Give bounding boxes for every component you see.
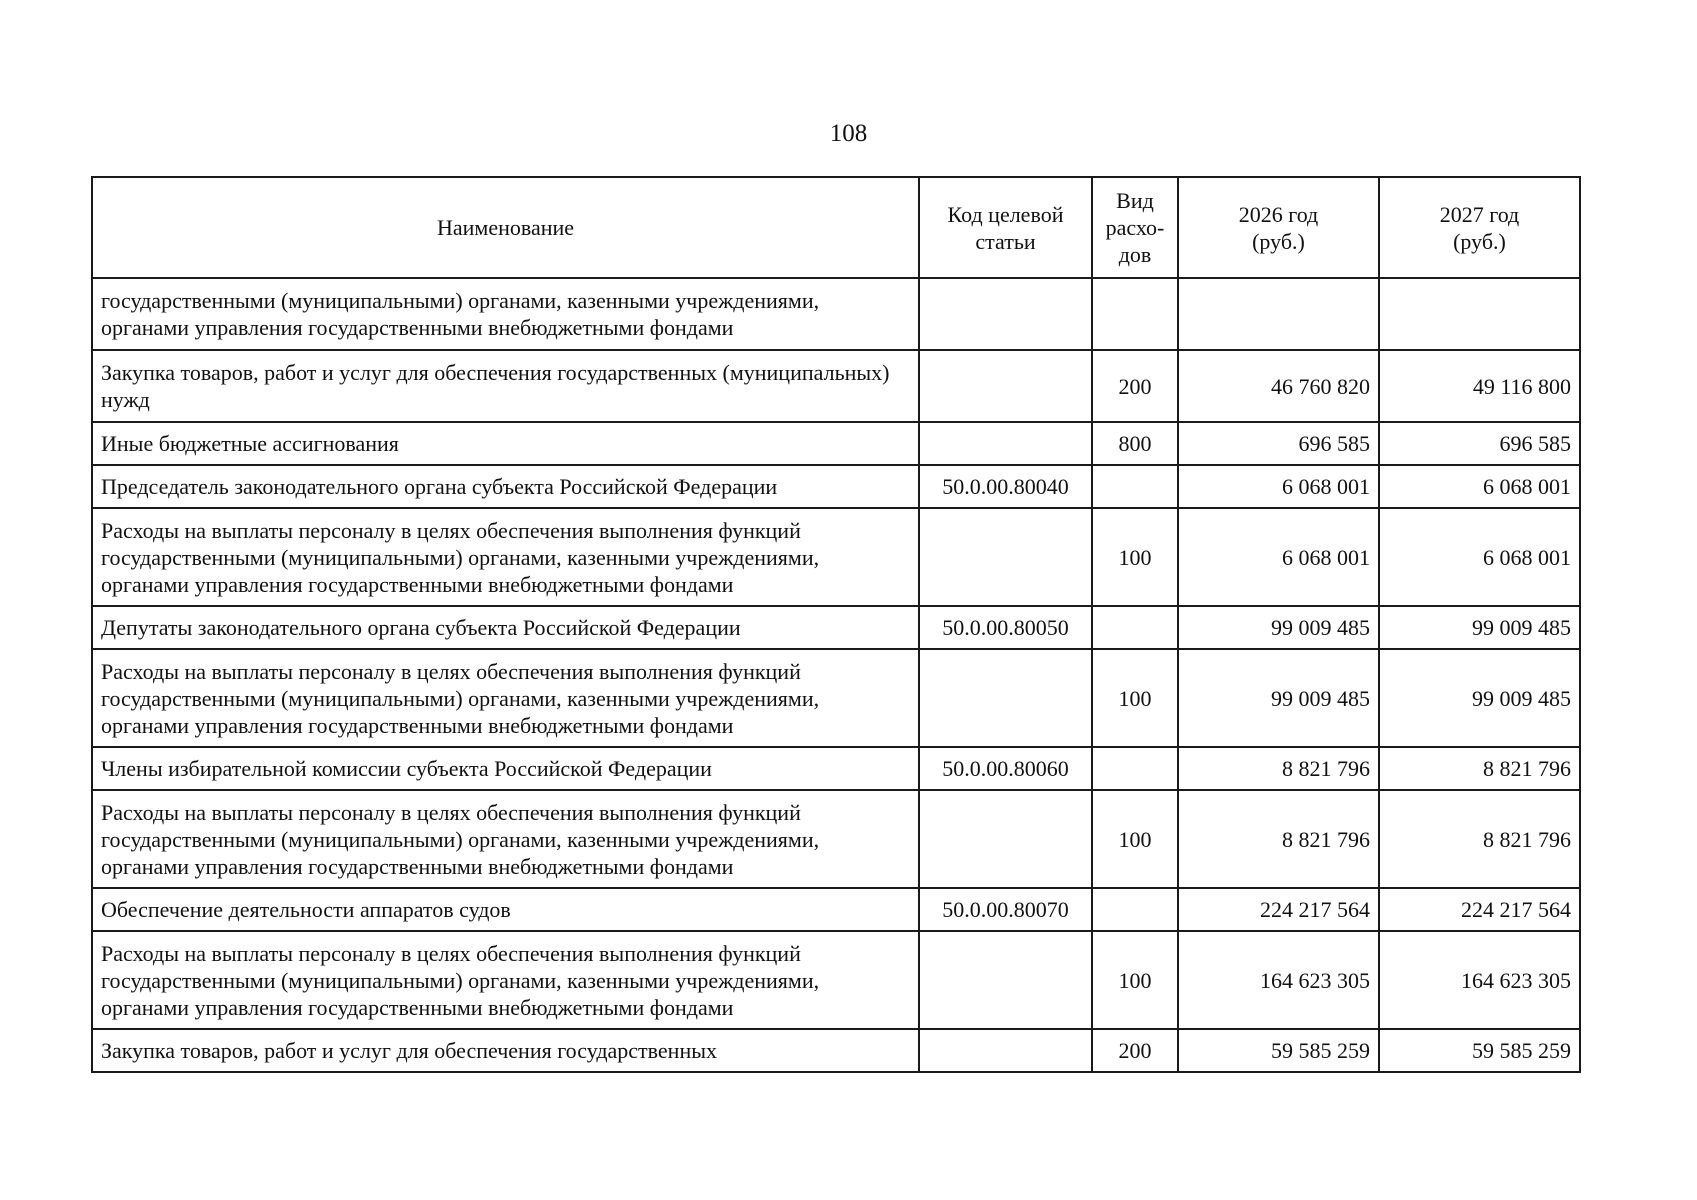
cell-name: Депутаты законодательного органа субъекта Российской Федерации: [92, 606, 919, 649]
cell-code: 50.0.00.80050: [919, 606, 1092, 649]
cell-name: Расходы на выплаты персоналу в целях обеспечения выполнения функций государственными (муниципальными) органами, казенными учреждениями, органами управления государственными внебюджетными фондами: [92, 790, 919, 888]
cell-2026: 164 623 305: [1178, 931, 1379, 1029]
cell-2026: 224 217 564: [1178, 888, 1379, 931]
cell-type: [1092, 747, 1178, 790]
cell-code: [919, 1029, 1092, 1072]
cell-type: [1092, 465, 1178, 508]
header-name-label: Наименование: [436, 215, 575, 240]
cell-code: 50.0.00.80060: [919, 747, 1092, 790]
table-row: [92, 1029, 1580, 1072]
cell-name: Иные бюджетные ассигнования: [92, 422, 919, 465]
cell-type: 200: [1092, 350, 1178, 422]
cell-2026: 99 009 485: [1178, 606, 1379, 649]
cell-code: [919, 931, 1092, 1029]
cell-type: [1092, 888, 1178, 931]
cell-type: [1092, 278, 1178, 350]
table-row: [92, 790, 1580, 888]
table-header-row: [92, 177, 1580, 278]
cell-2026: 8 821 796: [1178, 747, 1379, 790]
cell-2027: 99 009 485: [1379, 649, 1580, 747]
cell-type: 100: [1092, 931, 1178, 1029]
cell-type: [1092, 606, 1178, 649]
table-row: [92, 350, 1580, 422]
cell-name: Расходы на выплаты персоналу в целях обеспечения выполнения функций государственными (муниципальными) органами, казенными учреждениями, органами управления государственными внебюджетными фондами: [92, 508, 919, 606]
page-number: 108: [829, 120, 868, 147]
header-type: [1092, 177, 1178, 278]
cell-name: Председатель законодательного органа субъекта Российской Федерации: [92, 465, 919, 508]
cell-name: Члены избирательной комиссии субъекта Российской Федерации: [92, 747, 919, 790]
cell-type: 800: [1092, 422, 1178, 465]
cell-code: [919, 790, 1092, 888]
budget-table: [91, 176, 1581, 1073]
cell-2027: 8 821 796: [1379, 747, 1580, 790]
cell-2026: 6 068 001: [1178, 465, 1379, 508]
cell-2027: 99 009 485: [1379, 606, 1580, 649]
cell-code: [919, 350, 1092, 422]
cell-2027: 49 116 800: [1379, 350, 1580, 422]
cell-code: [919, 649, 1092, 747]
table-row: [92, 888, 1580, 931]
cell-2027: 6 068 001: [1379, 465, 1580, 508]
table-row: [92, 931, 1580, 1029]
cell-code: 50.0.00.80070: [919, 888, 1092, 931]
table-row: [92, 278, 1580, 350]
header-year-2027: [1379, 177, 1580, 278]
cell-name: Закупка товаров, работ и услуг для обеспечения государственных (муниципальных) нужд: [92, 350, 919, 422]
cell-code: [919, 278, 1092, 350]
table-row: [92, 508, 1580, 606]
cell-code: [919, 508, 1092, 606]
header-year-2026: [1178, 177, 1379, 278]
cell-2026: 99 009 485: [1178, 649, 1379, 747]
header-year-2027-label: 2027 год (руб.): [1439, 201, 1520, 254]
cell-2027: 696 585: [1379, 422, 1580, 465]
cell-name: Обеспечение деятельности аппаратов судов: [92, 888, 919, 931]
table-row: [92, 649, 1580, 747]
cell-type: 200: [1092, 1029, 1178, 1072]
header-code: [919, 177, 1092, 278]
cell-2027: 8 821 796: [1379, 790, 1580, 888]
cell-name: государственными (муниципальными) органами, казенными учреждениями, органами управления государственными внебюджетными фондами: [92, 278, 919, 350]
cell-name: Закупка товаров, работ и услуг для обеспечения государственных: [92, 1029, 919, 1072]
cell-2026: 6 068 001: [1178, 508, 1379, 606]
cell-2027: 6 068 001: [1379, 508, 1580, 606]
cell-2027: 59 585 259: [1379, 1029, 1580, 1072]
cell-name: Расходы на выплаты персоналу в целях обеспечения выполнения функций государственными (муниципальными) органами, казенными учреждениями, органами управления государственными внебюджетными фондами: [92, 649, 919, 747]
cell-2027: 224 217 564: [1379, 888, 1580, 931]
header-type-label: Вид расхо- дов: [1105, 188, 1165, 267]
cell-name: Расходы на выплаты персоналу в целях обеспечения выполнения функций государственными (муниципальными) органами, казенными учреждениями, органами управления государственными внебюджетными фондами: [92, 931, 919, 1029]
table-row: [92, 465, 1580, 508]
cell-2026: 46 760 820: [1178, 350, 1379, 422]
cell-2026: 59 585 259: [1178, 1029, 1379, 1072]
cell-code: [919, 422, 1092, 465]
cell-code: 50.0.00.80040: [919, 465, 1092, 508]
cell-2026: 696 585: [1178, 422, 1379, 465]
cell-type: 100: [1092, 790, 1178, 888]
cell-2027: 164 623 305: [1379, 931, 1580, 1029]
cell-2026: 8 821 796: [1178, 790, 1379, 888]
cell-type: 100: [1092, 508, 1178, 606]
header-name: [92, 177, 919, 278]
header-code-label: Код целевой статьи: [947, 201, 1064, 254]
table-row: [92, 422, 1580, 465]
cell-2027: [1379, 278, 1580, 350]
table-row: [92, 747, 1580, 790]
cell-2026: [1178, 278, 1379, 350]
cell-type: 100: [1092, 649, 1178, 747]
header-year-2026-label: 2026 год (руб.): [1238, 201, 1319, 254]
table-row: [92, 606, 1580, 649]
